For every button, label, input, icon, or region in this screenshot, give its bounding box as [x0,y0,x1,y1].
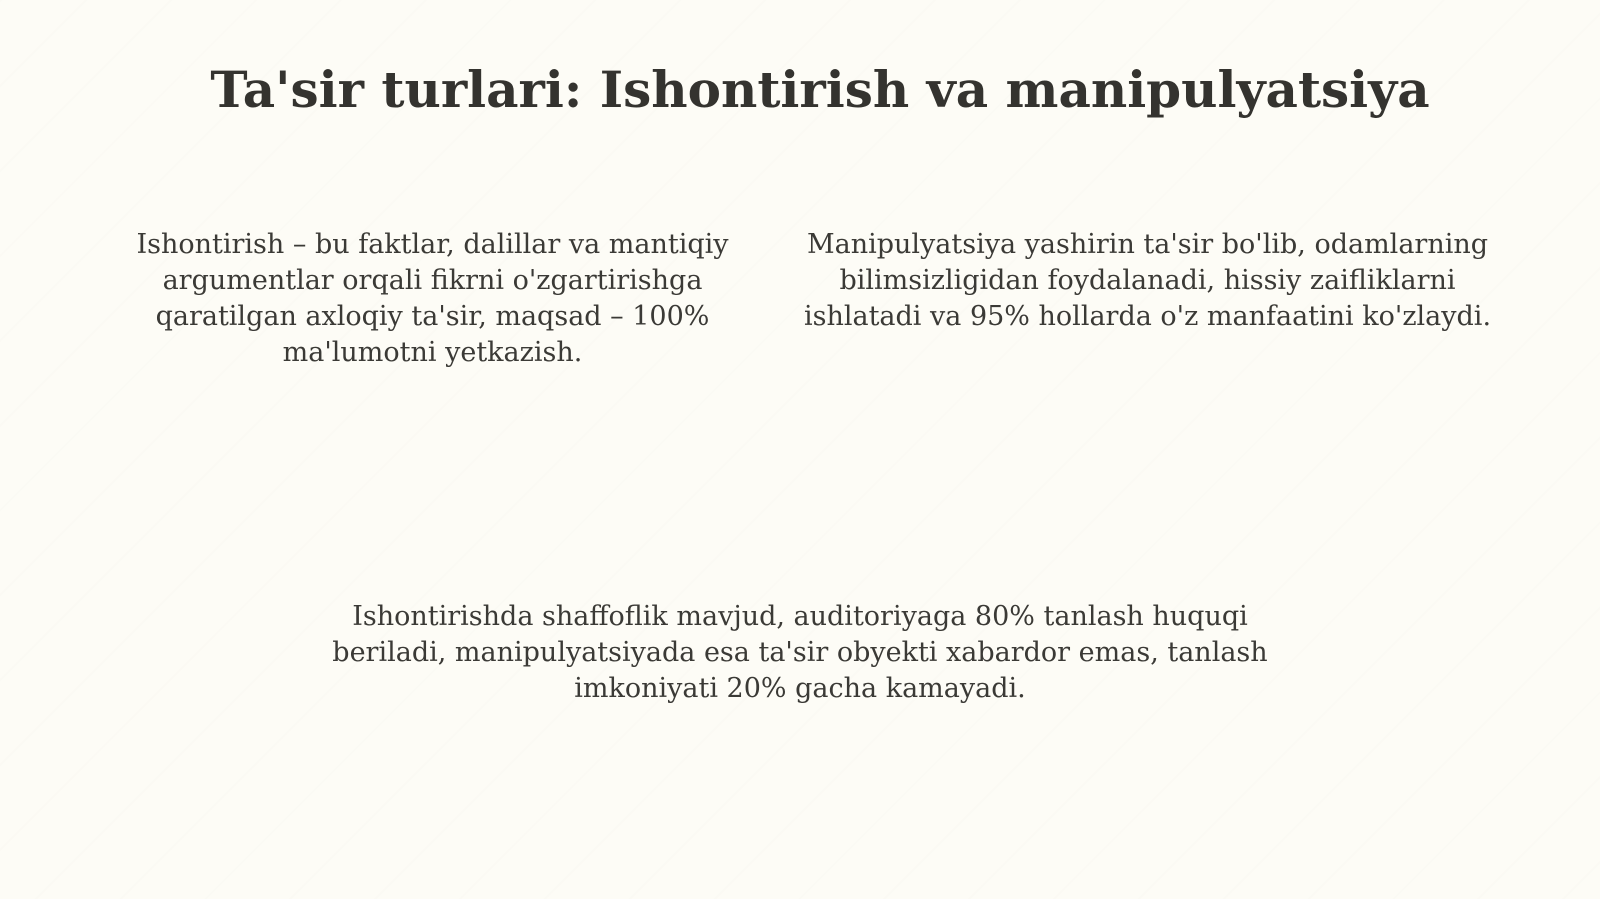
persuasion-paragraph: Ishontirish – bu faktlar, dalillar va mantiqiy argumentlar orqali fikrni o'zgartirishga qaratilgan axloqiy ta'sir, maqsad – 100% ma'lumotni yetkazish. [136,229,729,368]
comparison-paragraph: Ishontirishda shaffoflik mavjud, auditoriyaga 80% tanlash huquqi beriladi, manipulyatsiyada esa ta'sir obyekti xabardor emas, tanlash imkoniyati 20% gacha kamayadi. [332,601,1268,704]
slide-title: Ta'sir turlari: Ishontirish va manipulyatsiya [210,60,1430,119]
manipulation-paragraph: Manipulyatsiya yashirin ta'sir bo'lib, odamlarning bilimsizligidan foydalanadi, hissiy zaifliklarni ishlatadi va 95% hollarda o'z manfaatini ko'zlaydi. [803,229,1492,332]
